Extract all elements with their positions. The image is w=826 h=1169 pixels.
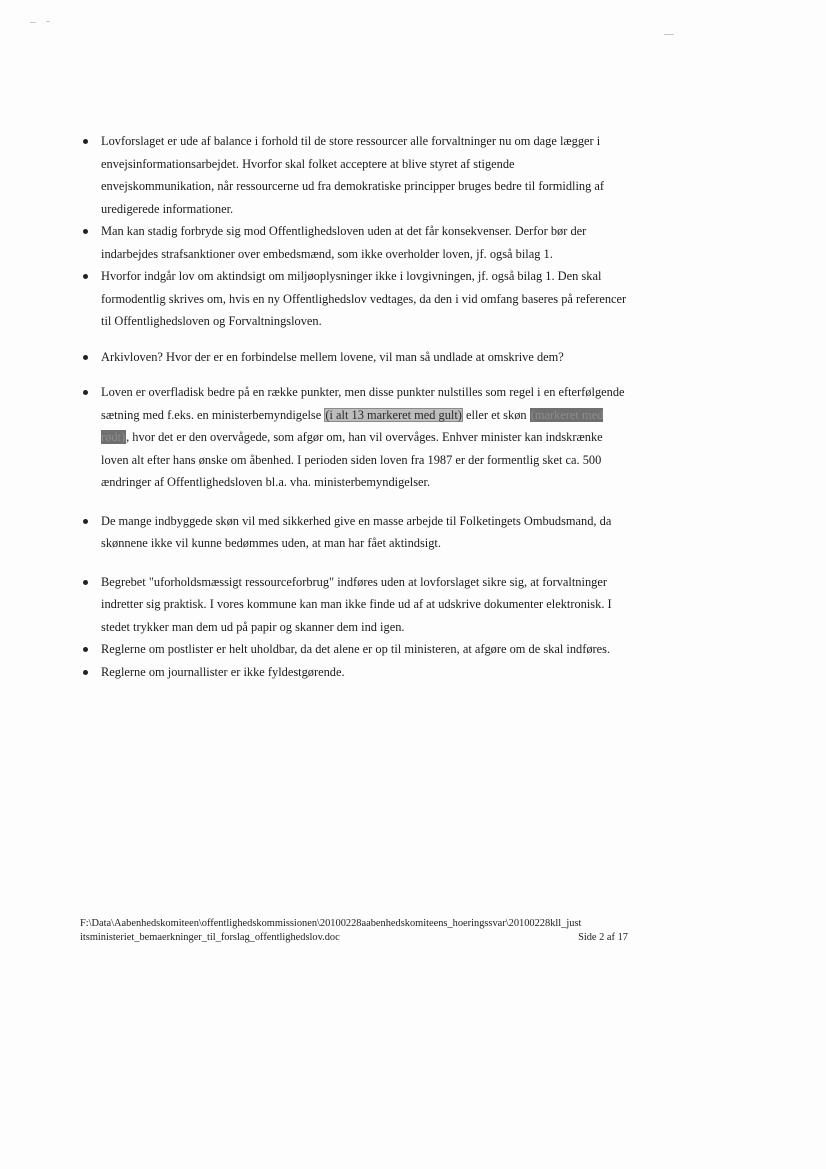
bullet-item-ombudsman: [80, 510, 630, 555]
bullet-text: Reglerne om journallister er ikke fyldestgørende.: [101, 664, 345, 679]
bullet-item-balance: [80, 130, 630, 220]
bullet-item-sanctions: [80, 220, 630, 265]
page-number: Side 2 af 17: [578, 932, 628, 943]
footer-path-line2: itsministeriet_bemaerkninger_til_forslag_offentlighedslov.doc: [80, 932, 340, 943]
bullet-item-environment: [80, 265, 630, 333]
scan-speck: [664, 34, 674, 35]
bullet-icon: [83, 519, 88, 524]
bullet-text-part-b: eller et skøn: [462, 407, 530, 422]
highlight-red-note: (markeret med rødt): [101, 407, 604, 444]
bullet-text-part-a: Loven er overfladisk bedre på en række punkter, men disse punkter nulstilles som regel i en efterfølgende sætning med f.eks. en ministerbemyndigelse: [101, 385, 625, 422]
bullet-icon: [83, 139, 88, 144]
bullet-item-journals: [80, 661, 630, 684]
bullet-list: [80, 130, 630, 683]
bullet-icon: [83, 390, 88, 395]
highlight-yellow-note: (i alt 13 markeret med gult): [325, 407, 462, 422]
bullet-text: Arkivloven? Hvor der er en forbindelse mellem lovene, vil man så undlade at omskrive dem?: [101, 349, 564, 364]
bullet-text-part-c: , hvor det er den overvågede, som afgør om, han vil overvåges. Enhver minister kan indskrænke loven alt efter hans ønske om åbenhed. I perioden siden loven fra 1987 er der formentlig sket ca. 500 ændringer af Offentlighedsloven bl.a. vha. ministerbemyndigelser.: [101, 430, 603, 489]
bullet-icon: [83, 355, 88, 360]
bullet-text: Lovforslaget er ude af balance i forhold til de store ressourcer alle forvaltninger nu om dage lægger i envejsinformationsarbejdet. Hvorfor skal folket acceptere at blive styret af stigende envejskommunikation, når ressourcerne ud fra demokratiske principper bruges bedre til formidling af uredigerede informationer.: [101, 134, 605, 216]
page-footer: [80, 917, 628, 945]
bullet-icon: [83, 229, 88, 234]
bullet-text: Man kan stadig forbryde sig mod Offentlighedsloven uden at det får konsekvenser. Derfor bør der indarbejdes strafsanktioner over embedsmænd, som ikke overholder loven, jf. også bilag 1.: [101, 224, 587, 261]
bullet-item-resources: [80, 571, 630, 639]
footer-row: [80, 931, 628, 945]
bullet-item-superficial: [80, 381, 630, 494]
scan-speck: [46, 21, 50, 22]
bullet-text: De mange indbyggede skøn vil med sikkerhed give en masse arbejde til Folketingets Ombudsmand, da skønnene ikke vil kunne bedømmes uden, at man har fået aktindsigt.: [101, 513, 612, 550]
bullet-text: Hvorfor indgår lov om aktindsigt om miljøoplysninger ikke i lovgivningen, jf. også bilag 1. Den skal formodentlig skrives om, hvis en ny Offentlighedslov vedtages, da den i vid omfang baseres på referencer til Offentlighedsloven og Forvaltningsloven.: [101, 269, 627, 328]
scan-speck: [30, 22, 36, 23]
bullet-icon: [83, 647, 88, 652]
bullet-text: Reglerne om postlister er helt uholdbar, da det alene er op til ministeren, at afgøre om de skal indføres.: [101, 642, 611, 656]
bullet-item-postlists: [80, 638, 630, 661]
footer-path-line1: F:\Data\Aabenhedskomiteen\offentlighedskommissionen\20100228aabenhedskomiteens_hoeringssvar\20100228kll_just: [80, 918, 582, 929]
bullet-icon: [83, 580, 88, 585]
bullet-text: Begrebet "uforholdsmæssigt ressourceforbrug" indføres uden at lovforslaget sikre sig, at forvaltninger indretter sig praktisk. I vores kommune kan man ikke finde ud af at udskrive dokumenter elektronisk. I stedet trykker man dem ud på papir og skanner dem ind igen.: [101, 574, 612, 634]
bullet-icon: [83, 274, 88, 279]
bullet-icon: [83, 670, 88, 675]
bullet-item-archive: [80, 346, 630, 369]
